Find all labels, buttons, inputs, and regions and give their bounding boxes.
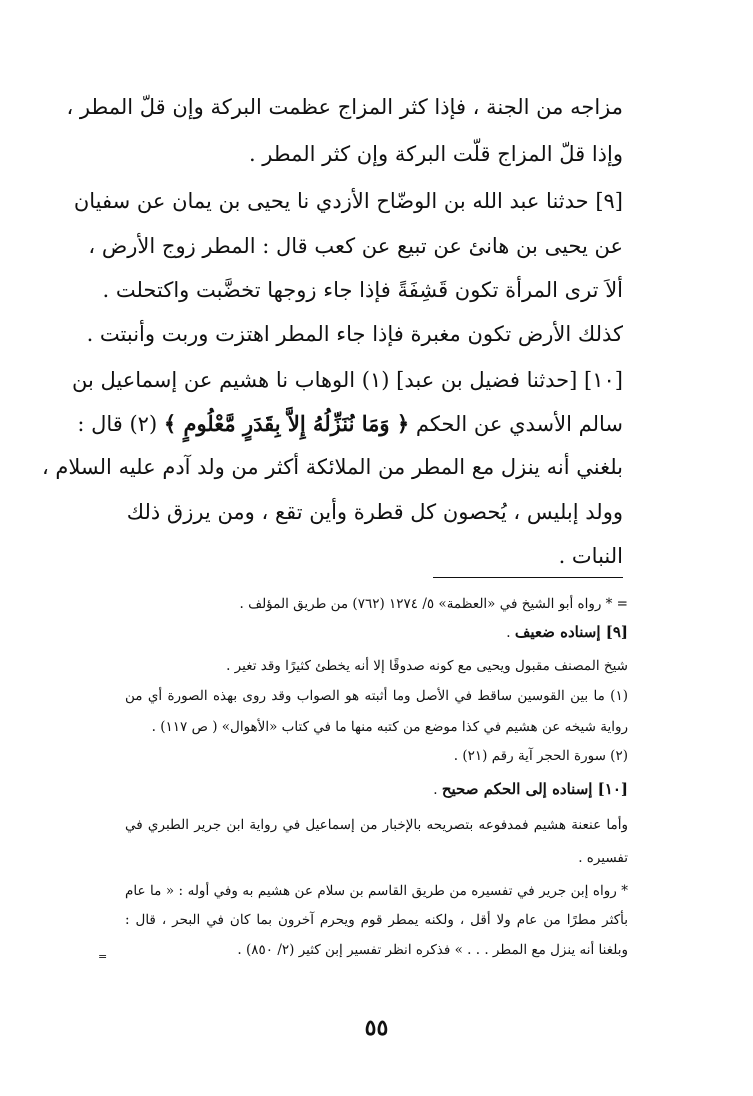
footnote-line: (٢) سورة الحجر آية رقم (٢١) . [453,748,628,764]
page-number: ٥٥ [364,1015,389,1041]
continuation-marker: = [98,950,108,963]
footnote-line: وبلغنا أنه ينزل مع المطر . . . » فذكره انظر تفسير إبن كثير (٢/ ٨٥٠) . [237,942,628,958]
footnote-grading [125,779,628,800]
main-text-line: عن يحيى بن هانئ عن تبيع عن كعب قال : المطر زوج الأرض ، [88,234,623,258]
footnote-separator [433,577,623,578]
footnote-line: شيخ المصنف مقبول ويحيى مع كونه صدوقًا إلا أنه يخطئ كثيرًا وقد تغير . [226,658,628,674]
hadith-10-line: [١٠] [حدثنا فضيل بن عبد] (١) الوهاب نا هشيم عن إسماعيل بن [71,368,623,392]
hadith-9-line: [٩] حدثنا عبد الله بن الوضّاح الأزدي نا يحيى بن يمان عن سفيان [73,189,623,213]
main-text-line: ألاَ ترى المرأة تكون قَشِفَةً فإذا جاء زوجها تخضَّبت واكتحلت . [102,278,623,302]
quran-verse: ﴿ وَمَا نُنَزِّلُهُ إِلاَّ بِقَدَرٍ مَّعْلُومٍ ﴾ [163,411,410,436]
main-text-line: وولد إبليس ، يُحصون كل قطرة وأين تقع ، ومن يرزق ذلك [126,500,623,524]
grading-label: [٩] إسناده ضعيف [514,623,628,641]
footnote-line: بأكثر مطرًا من عام ولا أقل ، ولكنه يمطر قوم ويحرم آخرون بما كان في البحر ، قال : [125,912,628,928]
main-text-line: النبات . [558,544,623,568]
footnote-line: * رواه إبن جرير في تفسيره من طريق القاسم بن سلام عن هشيم به وفي أوله : « ما عام [125,883,628,899]
main-text-line: كذلك الأرض تكون مغبرة فإذا جاء المطر اهتزت وربت وأنبتت . [86,322,623,346]
grading-tail: . [506,625,515,641]
main-text-line: مزاجه من الجنة ، فإذا كثر المزاج عظمت البركة وإن قلّ المطر ، [66,95,623,119]
main-text-line: بلغني أنه ينزل مع المطر من الملائكة أكثر من ولد آدم عليه السلام ، [41,455,623,479]
footnote-line: = * رواه أبو الشيخ في «العظمة» ٥/ ١٢٧٤ (٧٦٢) من طريق المؤلف . [239,596,628,612]
grading-tail: . [433,782,442,798]
footnote-reference: (٢) قال : [77,412,158,436]
main-text-segment: سالم الأسدي عن الحكم [415,412,623,436]
footnote-line: رواية شيخه عن هشيم في كذا موضع من كتبه منها ما في كتاب «الأهوال» ( ص ١١٧) . [151,719,628,735]
footnote-line: وأما عنعنة هشيم فمدفوعه بتصريحه بالإخبار من إسماعيل في رواية ابن جرير الطبري في [125,817,628,833]
main-text-line: وإذا قلّ المزاج قلّت البركة وإن كثر المطر . [248,142,623,166]
footnote-line: تفسيره . [578,850,628,866]
footnote-line: (١) ما بين القوسين ساقط في الأصل وما أثبته هو الصواب وقد روى بهذه الصورة أي من [125,688,628,704]
grading-label: [١٠] إسناده إلى الحكم صحيح [441,780,628,798]
footnote-grading [125,622,628,643]
main-text-line-with-quran [77,409,623,439]
